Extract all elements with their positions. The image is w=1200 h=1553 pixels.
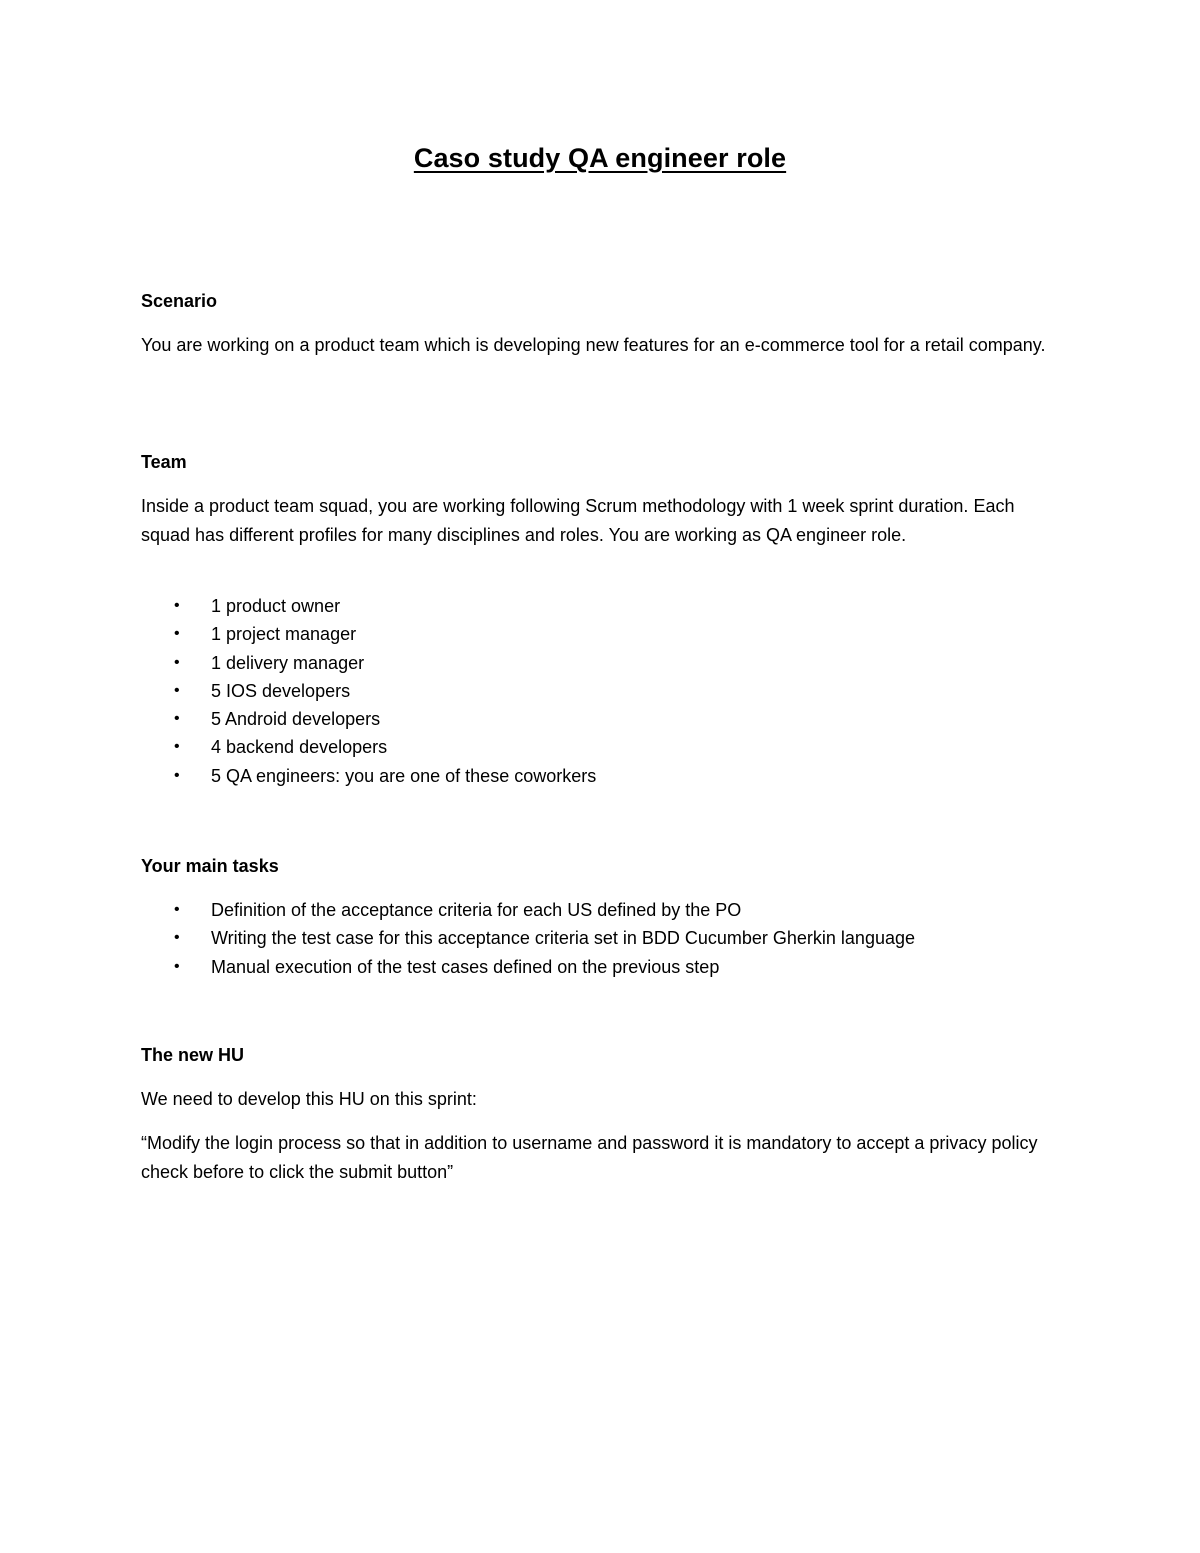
team-paragraph: Inside a product team squad, you are working following Scrum methodology with 1 week sprint duration. Each squad has different profiles for many disciplines and roles. You are working as QA engineer role. — [141, 496, 1015, 545]
list-item: • Writing the test case for this acceptance criteria set in BDD Cucumber Gherkin language — [141, 924, 915, 952]
team-list — [141, 592, 596, 790]
list-item: • 5 QA engineers: you are one of these coworkers — [141, 762, 596, 790]
list-item: • 1 project manager — [141, 620, 596, 648]
bullet-icon: • — [174, 738, 180, 756]
list-item: • Manual execution of the test cases defined on the previous step — [141, 953, 915, 981]
bullet-icon: • — [174, 653, 180, 671]
list-item: • 4 backend developers — [141, 733, 596, 761]
bullet-icon: • — [174, 957, 180, 975]
bullet-icon: • — [174, 766, 180, 784]
list-item: • 1 delivery manager — [141, 649, 596, 677]
scenario-paragraph: You are working on a product team which is developing new features for an e-commerce tool for a retail company. — [141, 335, 1046, 355]
bullet-icon: • — [174, 681, 180, 699]
list-item: • Definition of the acceptance criteria for each US defined by the PO — [141, 896, 915, 924]
team-heading: Team — [141, 452, 187, 472]
bullet-icon: • — [174, 625, 180, 643]
bullet-icon: • — [174, 929, 180, 947]
scenario-heading: Scenario — [141, 291, 218, 311]
list-item: • 5 Android developers — [141, 705, 596, 733]
list-item: • 1 product owner — [141, 592, 596, 620]
document-title: Caso study QA engineer role — [413, 143, 787, 173]
tasks-list — [141, 896, 915, 981]
bullet-icon: • — [174, 597, 180, 614]
bullet-icon: • — [174, 710, 180, 728]
new-hu-heading: The new HU — [141, 1045, 245, 1065]
bullet-icon: • — [174, 901, 180, 918]
tasks-heading: Your main tasks — [141, 856, 279, 876]
list-item: • 5 IOS developers — [141, 677, 596, 705]
new-hu-quote: “Modify the login process so that in addition to username and password it is mandatory to accept a privacy policy check before to click the submit button” — [141, 1133, 1038, 1182]
new-hu-paragraph: We need to develop this HU on this sprint: — [141, 1089, 477, 1109]
